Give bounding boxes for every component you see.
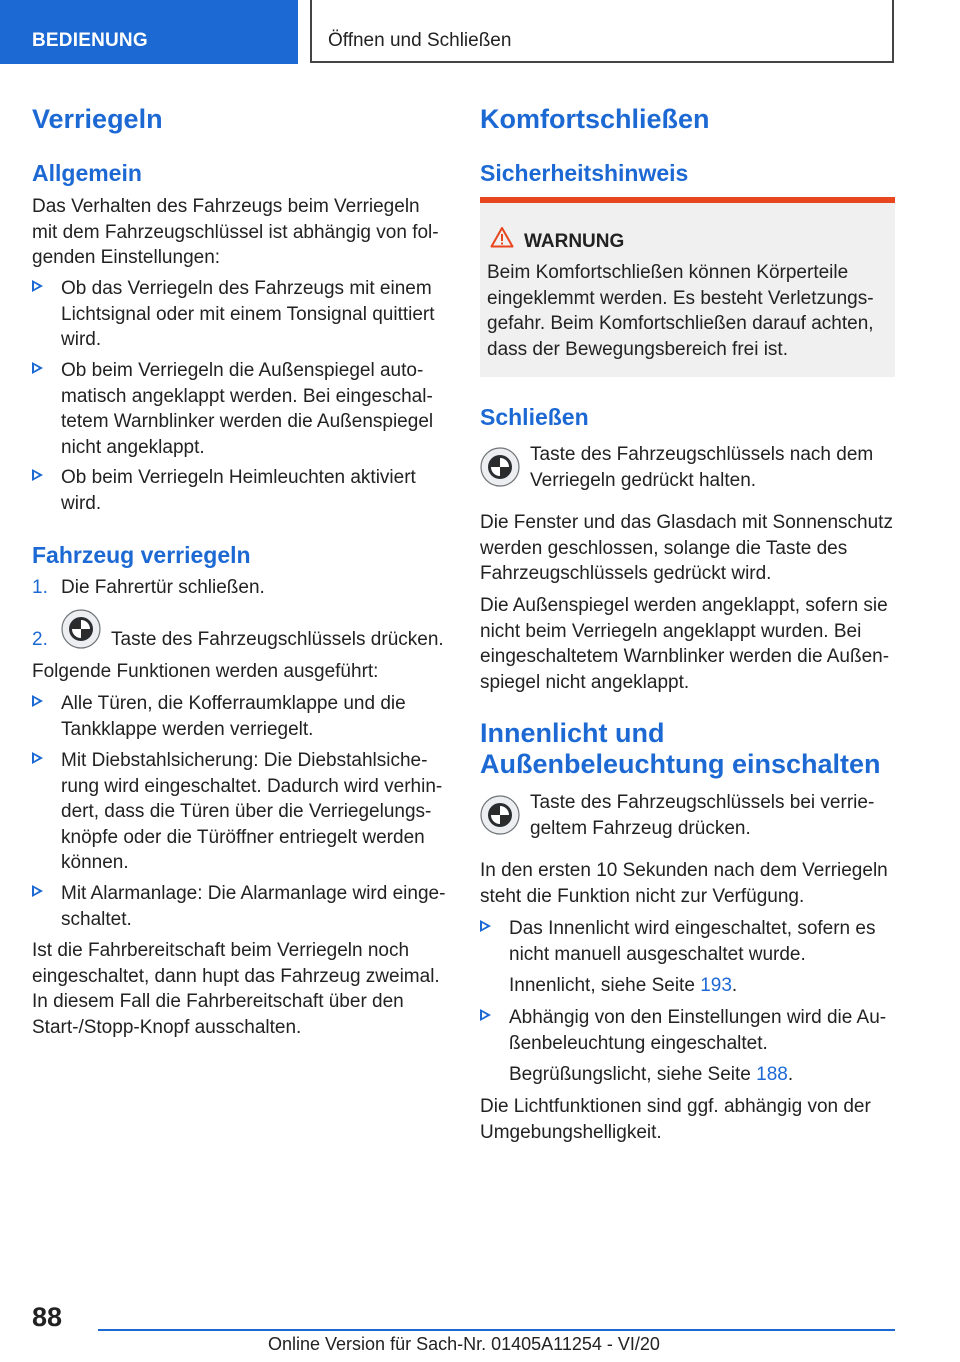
- bullet-triangle-icon: [32, 469, 43, 481]
- step-number: 2.: [32, 629, 48, 650]
- footer-divider: [98, 1329, 895, 1331]
- heading-sicherheitshinweis: Sicherheitshinweis: [480, 160, 689, 186]
- bullet-triangle-icon: [480, 920, 491, 932]
- allgemein-intro: Das Verhalten des Fahrzeugs beim Verriegeln mit dem Fahrzeugschlüssel ist abhängig von folgenden Einstellungen:: [32, 196, 439, 268]
- closing-paragraph: Ist die Fahrbereitschaft beim Verriegeln noch eingeschaltet, dann hupt das Fahrzeug zweimal. In diesem Fall die Fahrbereitschaft über den Start-/Stopp-Knopf ausschalten.: [32, 940, 440, 1038]
- bullet-triangle-icon: [32, 695, 43, 707]
- warning-text: Beim Komfortschließen können Körperteile eingeklemmt werden. Es besteht Verletzungsgefahr. Beim Komfortschließen darauf achten, dass der Bewegungsbereich frei ist.: [487, 262, 874, 360]
- bmw-key-button-icon: [61, 609, 101, 649]
- footer-online-version: Online Version für Sach-Nr. 01405A11254 - VI/20: [268, 1334, 660, 1354]
- bullet-triangle-icon: [32, 752, 43, 764]
- step-text: Taste des Fahrzeugschlüssels drücken.: [111, 629, 444, 650]
- section-title: BEDIENUNG: [32, 30, 148, 51]
- heading-allgemein: Allgemein: [32, 160, 142, 186]
- chapter-title: Öffnen und Schließen: [328, 30, 512, 51]
- bmw-key-button-icon: [480, 447, 520, 487]
- section-tab: [0, 0, 298, 64]
- list-item: Mit Diebstahlsicherung: Die Diebstahlsicherung wird eingeschaltet. Dadurch wird verhindert, dass die Türen über die Verriegelungsknöpfe oder die Türöffner entriegelt werden können.: [32, 748, 446, 876]
- heading-innenlicht-line2: Außenbeleuchtung einschalten: [480, 749, 881, 779]
- list-item: Abhängig von den Einstellungen wird die Außenbeleuchtung eingeschaltet. Begrüßungslicht, siehe Seite 188.: [480, 1005, 895, 1088]
- final-paragraph: Die Lichtfunktionen sind ggf. abhängig von der Umgebungshelligkeit.: [480, 1096, 871, 1143]
- heading-fahrzeug-verriegeln: Fahrzeug verriegeln: [32, 542, 251, 568]
- list-item: Ob beim Verriegeln die Außenspiegel automatisch angeklappt werden. Bei eingeschaltetem Warnblinker werden die Außenspiegel nicht angeklappt.: [32, 358, 446, 460]
- page-link-193[interactable]: 193: [700, 975, 732, 996]
- warning-triangle-icon: [490, 226, 514, 248]
- funktionen-intro: Folgende Funktionen werden ausgeführt:: [32, 661, 379, 682]
- list-item: Mit Alarmanlage: Die Alarmanlage wird eingeschaltet.: [32, 881, 446, 932]
- chapter-tab: [310, 0, 894, 63]
- schliessen-paragraph-2: Die Außenspiegel werden angeklappt, sofern sie nicht beim Verriegeln angeklappt wurden. Bei eingeschaltetem Warnblinker werden die Außenspiegel nicht angeklappt.: [480, 595, 890, 693]
- innenlicht-instruction: Taste des Fahrzeugschlüssels bei verriegeltem Fahrzeug drücken.: [530, 792, 875, 839]
- bullet-triangle-icon: [32, 885, 43, 897]
- list-item: Ob das Verriegeln des Fahrzeugs mit einem Lichtsignal oder mit einem Tonsignal quittiert wird.: [32, 276, 446, 353]
- innenlicht-paragraph: In den ersten 10 Sekunden nach dem Verriegeln steht die Funktion nicht zur Verfügung.: [480, 860, 888, 907]
- list-item: Das Innenlicht wird eingeschaltet, sofern es nicht manuell ausgeschaltet wurde. Innenlicht, siehe Seite 193.: [480, 916, 895, 999]
- page-reference: Innenlicht, siehe Seite 193.: [509, 975, 738, 996]
- heading-schliessen: Schließen: [480, 404, 589, 430]
- schliessen-paragraph-1: Die Fenster und das Glasdach mit Sonnenschutz werden geschlossen, solange die Taste des Fahrzeugschlüssels gedrückt wird.: [480, 512, 893, 584]
- warning-box: [480, 197, 895, 377]
- schliessen-instruction: Taste des Fahrzeugschlüssels nach dem Verriegeln gedrückt halten.: [530, 444, 874, 491]
- bmw-key-button-icon: [480, 795, 520, 835]
- heading-innenlicht-line1: Innenlicht und: [480, 718, 665, 748]
- page-number: 88: [32, 1302, 63, 1332]
- heading-komfortschliessen: Komfortschließen: [480, 104, 710, 134]
- heading-verriegeln: Verriegeln: [32, 104, 163, 134]
- list-item: Ob beim Verriegeln Heimleuchten aktiviert wird.: [32, 465, 446, 516]
- page-link-188[interactable]: 188: [756, 1064, 788, 1085]
- bullet-triangle-icon: [32, 280, 43, 292]
- bullet-triangle-icon: [32, 362, 43, 374]
- list-item: Alle Türen, die Kofferraumklappe und die Tankklappe werden verriegelt.: [32, 691, 446, 742]
- step-number: 1.: [32, 577, 48, 598]
- bullet-triangle-icon: [480, 1009, 491, 1021]
- warning-title: WARNUNG: [524, 231, 625, 252]
- step-text: Die Fahrertür schließen.: [61, 577, 265, 598]
- page-reference: Begrüßungslicht, siehe Seite 188.: [509, 1064, 794, 1085]
